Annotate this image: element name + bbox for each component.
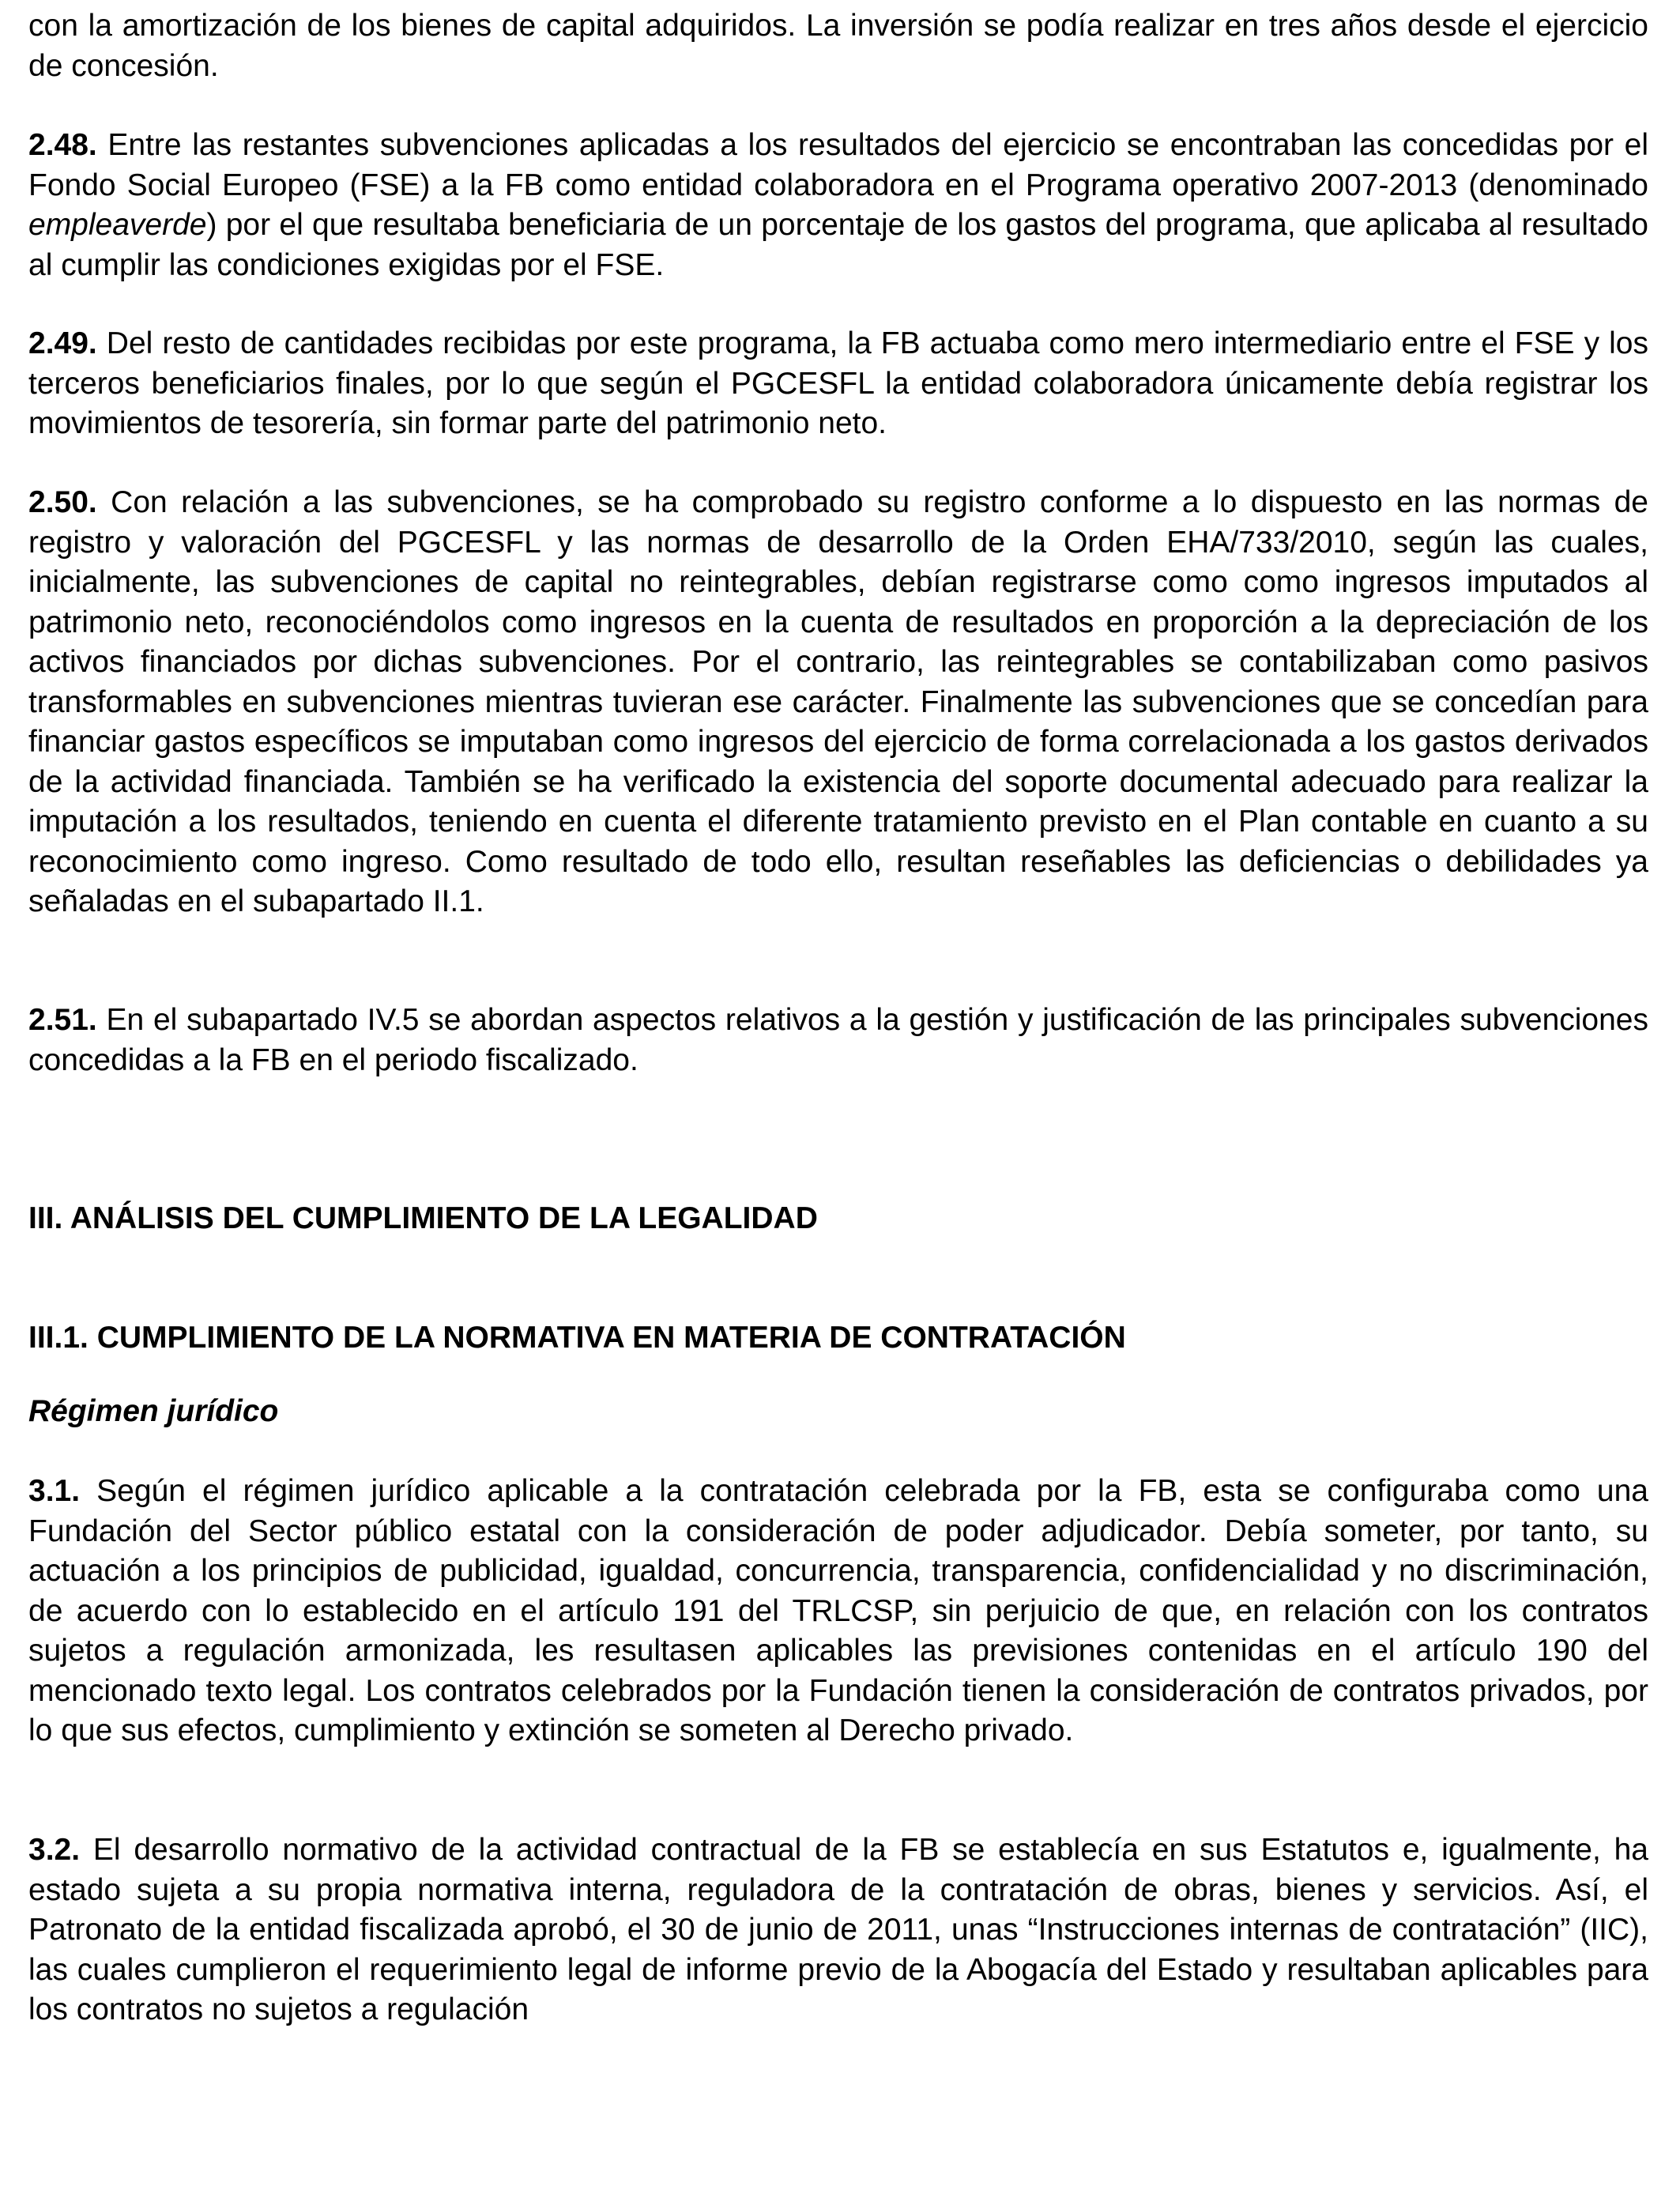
paragraph-emphasis: empleaverde — [28, 208, 207, 242]
paragraph-number: 3.2. — [28, 1833, 81, 1867]
paragraph-2-50 — [28, 483, 1648, 922]
paragraph-number: 3.1. — [28, 1474, 81, 1508]
paragraph-text: con la amortización de los bienes de capital adquiridos. La inversión se podía realizar en tres años desde el ejercicio de concesión. — [28, 9, 1648, 83]
paragraph-3-2 — [28, 1830, 1648, 2030]
topic-heading: Régimen jurídico — [28, 1394, 279, 1428]
paragraph-intro — [28, 6, 1648, 86]
paragraph-text: Entre las restantes subvenciones aplicadas a los resultados del ejercicio se encontraban las concedidas por el Fondo Social Europeo (FSE) a la FB como entidad colaboradora en el Programa operativo 2007-2013 (denominado — [28, 128, 1648, 202]
paragraph-text: ) por el que resultaba beneficiaria de un porcentaje de los gastos del programa, que aplicaba al resultado al cumplir las condiciones exigidas por el FSE. — [28, 208, 1648, 282]
paragraph-number: 2.48. — [28, 128, 97, 162]
paragraph-text: Del resto de cantidades recibidas por este programa, la FB actuaba como mero intermediario entre el FSE y los terceros beneficiarios finales, por lo que según el PGCESFL la entidad colaboradora únicamente debía registrar los movimientos de tesorería, sin formar parte del patrimonio neto. — [28, 326, 1648, 440]
paragraph-text: En el subapartado IV.5 se abordan aspectos relativos a la gestión y justificación de las principales subvenciones concedidas a la FB en el periodo fiscalizado. — [28, 1003, 1648, 1077]
paragraph-text: Con relación a las subvenciones, se ha comprobado su registro conforme a lo dispuesto en las normas de registro y valoración del PGCESFL y las normas de desarrollo de la Orden EHA/733/2010, según las cuales, inicialmente, las subvenciones de capital no reintegrables, debían registrarse como como ingresos imputados al patrimonio neto, reconociéndolos como ingresos en la cuenta de resultados en proporción a la depreciación de los activos financiados por dichas subvenciones. Por el contrario, las reintegrables se contabilizaban como pasivos transformables en subvenciones mientras tuvieran ese carácter. Finalmente las subvenciones que se concedían para financiar gastos específicos se imputaban como ingresos del ejercicio de forma correlacionada a los gastos derivados de la actividad financiada. También se ha verificado la existencia del soporte documental adecuado para realizar la imputación a los resultados, teniendo en cuenta el diferente tratamiento previsto en el Plan contable en cuanto a su reconocimiento como ingreso. Como resultado de todo ello, resultan reseñables las deficiencias o debilidades ya señaladas en el subapartado II.1. — [28, 485, 1648, 918]
paragraph-3-1 — [28, 1472, 1648, 1751]
paragraph-number: 2.50. — [28, 485, 97, 519]
paragraph-number: 2.49. — [28, 326, 97, 360]
paragraph-number: 2.51. — [28, 1003, 97, 1037]
paragraph-text: El desarrollo normativo de la actividad contractual de la FB se establecía en sus Estatutos e, igualmente, ha estado sujeta a su propia normativa interna, reguladora de la contratación de obras, bienes y servicios. Así, el Patronato de la entidad fiscalizada aprobó, el 30 de junio de 2011, unas “Instrucciones internas de contratación” (IIC), las cuales cumplieron el requerimiento legal de informe previo de la Abogacía del Estado y resultaban aplicables para los contratos no sujetos a regulación — [28, 1833, 1648, 2026]
paragraph-2-51 — [28, 1001, 1648, 1080]
paragraph-2-49 — [28, 324, 1648, 444]
paragraph-2-48 — [28, 126, 1648, 285]
subsection-heading: III.1. CUMPLIMIENTO DE LA NORMATIVA EN MATERIA DE CONTRATACIÓN — [28, 1321, 1126, 1355]
section-heading: III. ANÁLISIS DEL CUMPLIMIENTO DE LA LEGALIDAD — [28, 1201, 818, 1235]
paragraph-text: Según el régimen jurídico aplicable a la contratación celebrada por la FB, esta se configuraba como una Fundación del Sector público estatal con la consideración de poder adjudicador. Debía someter, por tanto, su actuación a los principios de publicidad, igualdad, concurrencia, transparencia, confidencialidad y no discriminación, de acuerdo con lo establecido en el artículo 191 del TRLCSP, sin perjuicio de que, en relación con los contratos sujetos a regulación armonizada, les resultasen aplicables las previsiones contenidas en el artículo 190 del mencionado texto legal. Los contratos celebrados por la Fundación tienen la consideración de contratos privados, por lo que sus efectos, cumplimiento y extinción se someten al Derecho privado. — [28, 1474, 1648, 1747]
